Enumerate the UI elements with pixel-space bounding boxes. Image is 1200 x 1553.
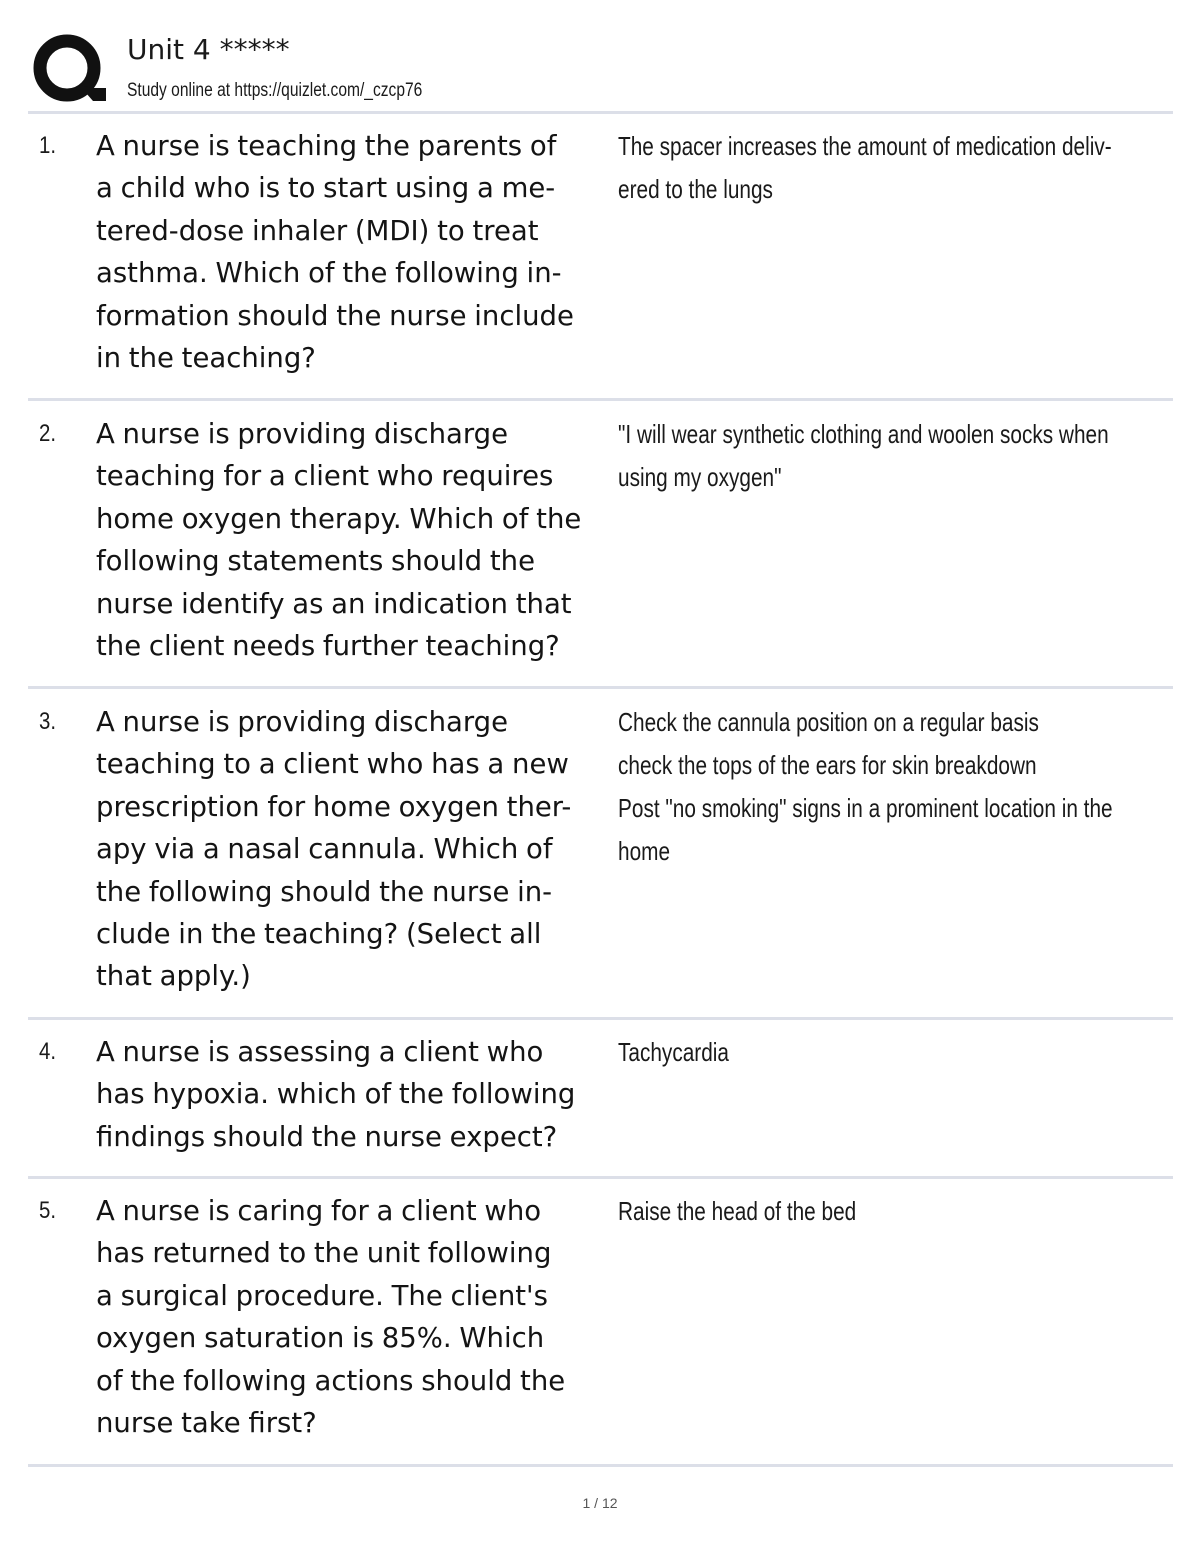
card-number: 5. (39, 1197, 57, 1224)
card-divider (28, 1464, 1173, 1467)
definition-line: Post "no smoking" signs in a prominent location in the (618, 793, 1113, 823)
header-divider (28, 111, 1173, 114)
term-line: has hypoxia. which of the following (96, 1078, 576, 1111)
card-term (96, 701, 611, 998)
term-line: prescription for home oxygen ther- (96, 790, 572, 823)
flashcard-row (28, 1031, 1173, 1167)
term-line: A nurse is providing discharge (96, 706, 509, 738)
term-line: A nurse is providing discharge (96, 418, 509, 450)
card-term (96, 1031, 611, 1158)
term-line: has returned to the unit following (96, 1237, 552, 1270)
study-online-link[interactable]: Study online at https://quizlet.com/_czcp76 (127, 80, 423, 101)
term-line: that apply.) (96, 960, 251, 993)
card-term (96, 1190, 611, 1444)
term-line: A nurse is assessing a client who (96, 1036, 544, 1068)
term-line: A nurse is caring for a client who (96, 1195, 542, 1227)
flashcard-row (28, 125, 1173, 390)
definition-line: Raise the head of the bed (618, 1196, 857, 1226)
page-header (0, 0, 1200, 112)
term-line: tered-dose inhaler (MDI) to treat (96, 214, 539, 247)
card-number: 4. (39, 1038, 57, 1065)
flashcard-row (28, 1190, 1173, 1455)
card-number: 2. (39, 420, 57, 447)
card-definition (618, 701, 1146, 873)
term-line: apy via a nasal cannula. Which of (96, 833, 553, 866)
term-line: teaching for a client who requires (96, 460, 554, 493)
term-line: A nurse is teaching the parents of (96, 130, 557, 162)
quizlet-logo-icon (31, 31, 107, 107)
term-line: oxygen saturation is 85%. Which (96, 1322, 545, 1355)
card-number: 3. (39, 708, 57, 735)
card-number: 1. (39, 132, 57, 159)
set-title: Unit 4 ***** (127, 33, 290, 66)
definition-line: check the tops of the ears for skin breakdown (618, 750, 1037, 780)
term-line: teaching to a client who has a new (96, 748, 569, 781)
definition-line: "I will wear synthetic clothing and woolen socks when (618, 419, 1109, 449)
flashcard-row (28, 701, 1173, 1008)
card-term (96, 125, 611, 379)
term-line: of the following actions should the (96, 1364, 566, 1397)
card-divider (28, 398, 1173, 401)
card-divider (28, 1017, 1173, 1020)
term-line: home oxygen therapy. Which of the (96, 502, 582, 535)
page-indicator: 1 / 12 (582, 1495, 618, 1511)
definition-line: ered to the lungs (618, 174, 773, 204)
term-line: the following should the nurse in- (96, 875, 553, 908)
card-definition (618, 413, 1146, 499)
term-line: a child who is to start using a me- (96, 172, 556, 205)
card-term (96, 413, 611, 667)
term-line: nurse identify as an indication that (96, 587, 572, 620)
definition-line: using my oxygen" (618, 462, 782, 492)
term-line: formation should the nurse include (96, 299, 574, 332)
term-line: a surgical procedure. The client's (96, 1279, 548, 1312)
term-line: following statements should the (96, 545, 536, 578)
card-definition (618, 125, 1146, 211)
definition-line: Check the cannula position on a regular basis (618, 707, 1039, 737)
card-definition (618, 1190, 1146, 1233)
term-line: nurse take first? (96, 1407, 317, 1440)
card-divider (28, 1176, 1173, 1179)
term-line: clude in the teaching? (Select all (96, 918, 542, 951)
flashcard-row (28, 413, 1173, 678)
term-line: the client needs further teaching? (96, 630, 560, 663)
card-definition (618, 1031, 1146, 1074)
term-line: asthma. Which of the following in- (96, 257, 562, 290)
definition-line: The spacer increases the amount of medication deliv- (618, 131, 1112, 161)
term-line: findings should the nurse expect? (96, 1120, 558, 1153)
definition-line: Tachycardia (618, 1037, 729, 1067)
card-divider (28, 686, 1173, 689)
term-line: in the teaching? (96, 342, 316, 375)
definition-line: home (618, 836, 671, 866)
